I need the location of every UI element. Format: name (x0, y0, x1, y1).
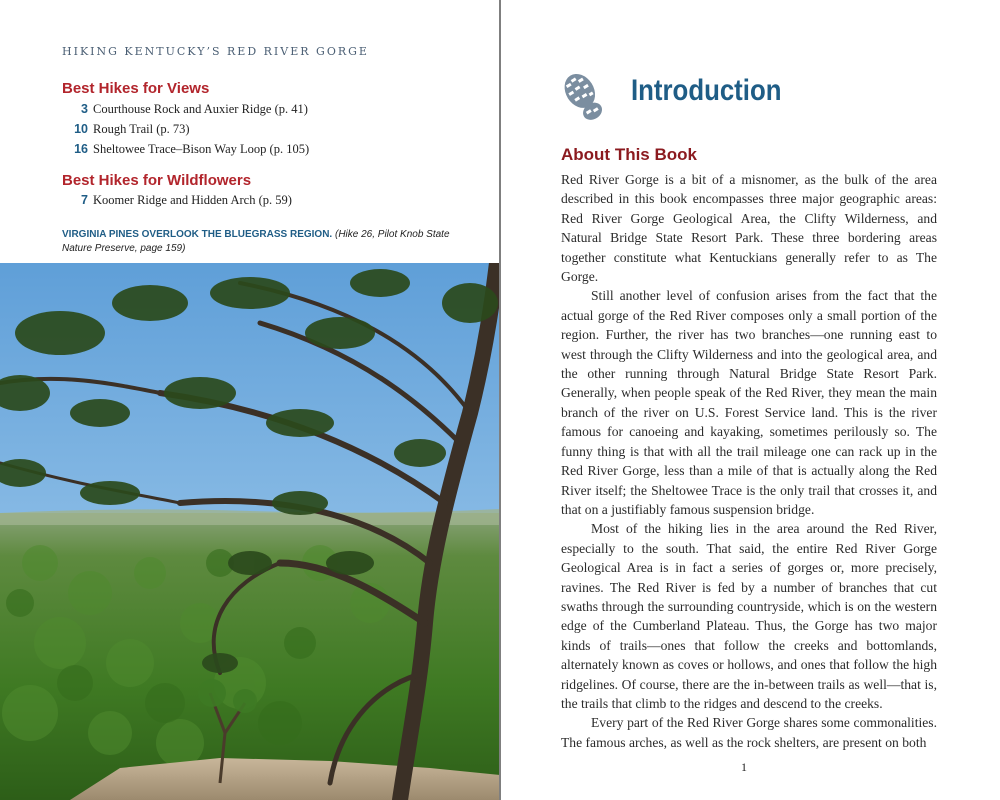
views-hike-list (62, 99, 482, 159)
hike-number: 3 (81, 102, 88, 116)
page-number: 1 (741, 760, 747, 774)
running-head: HIKING KENTUCKY’S RED RIVER GORGE (62, 45, 369, 58)
hike-name: Koomer Ridge and Hidden Arch (p. 59) (93, 192, 292, 207)
hike-number: 10 (74, 122, 88, 136)
boot-print-icon (550, 68, 616, 124)
photo-virginia-pines-overlook (0, 263, 500, 800)
hike-name: Rough Trail (p. 73) (93, 121, 190, 136)
paragraph: Most of the hiking lies in the area around the Red River, especially to the south. That said, the entire Red River Gorge Geological Area is in fact a series of gorges or, more precisely, ravines. The Red River is fed by a number of branches that cut swaths through the surrounding countryside, which is on the western edge of the Cumberland Plateau. Thus, the Gorge has two major kinds of trails—ones that follow the creeks and bottomlands, alternately known as coves or hollows, and ones that follow the high ridgelines. Of course, there are the in-between trails as well—that is, the trails that climb to the ridges and descend to the creeks. (561, 521, 937, 711)
hike-name: Courthouse Rock and Auxier Ridge (p. 41) (93, 101, 308, 116)
list-item (62, 139, 482, 159)
paragraph: Red River Gorge is a bit of a misnomer, as the bulk of the area described in this book encompasses three major geographic areas: Red River Gorge Geological Area, the Clifty Wilderness, and Natural Bridge State Resort Park. These three bordering areas together constitute what Kentuckians generally refer to as The Gorge. (561, 172, 937, 285)
hike-name: Sheltowee Trace–Bison Way Loop (p. 105) (93, 141, 310, 156)
book-spine-divider (499, 0, 501, 800)
list-item (62, 190, 482, 210)
section-heading: About This Book (561, 145, 697, 164)
hike-number: 7 (81, 193, 88, 207)
caption-note: (Hike 26, Pilot Knob State Nature Preserve, page 159) (62, 229, 450, 254)
body-text (561, 170, 937, 752)
photo-caption (62, 228, 482, 256)
best-hikes-wildflowers-heading: Best Hikes for Wildflowers (62, 172, 252, 189)
hike-number: 16 (74, 142, 88, 156)
chapter-title: Introduction (631, 74, 782, 107)
list-item (62, 99, 482, 119)
paragraph: Every part of the Red River Gorge shares some commonalities. The famous arches, as well as the rock shelters, are present on both (561, 715, 937, 750)
list-item (62, 119, 482, 139)
wildflowers-hike-list (62, 190, 482, 210)
caption-title: VIRGINIA PINES OVERLOOK THE BLUEGRASS REGION. (62, 229, 333, 240)
best-hikes-views-heading: Best Hikes for Views (62, 80, 210, 97)
paragraph: Still another level of confusion arises from the fact that the actual gorge of the Red River composes only a small portion of the region. Further, the river has two branches—one running east to west through the Clifty Wilderness and into the geological area, and the other running through Natural Bridge State Resort Park. Generally, when people speak of the Red River, they mean the main branch of the river on U.S. Forest Service land. This is the river famous for canoeing and kayaking, sometimes perilously so. The funny thing is that with all the trail mileage one can rack up in the Red River Gorge, less than a mile of that is actually along the Red River itself; the Sheltowee Trace is the only trail that crosses it, and that on a justifiably famous suspension bridge. (561, 288, 937, 517)
